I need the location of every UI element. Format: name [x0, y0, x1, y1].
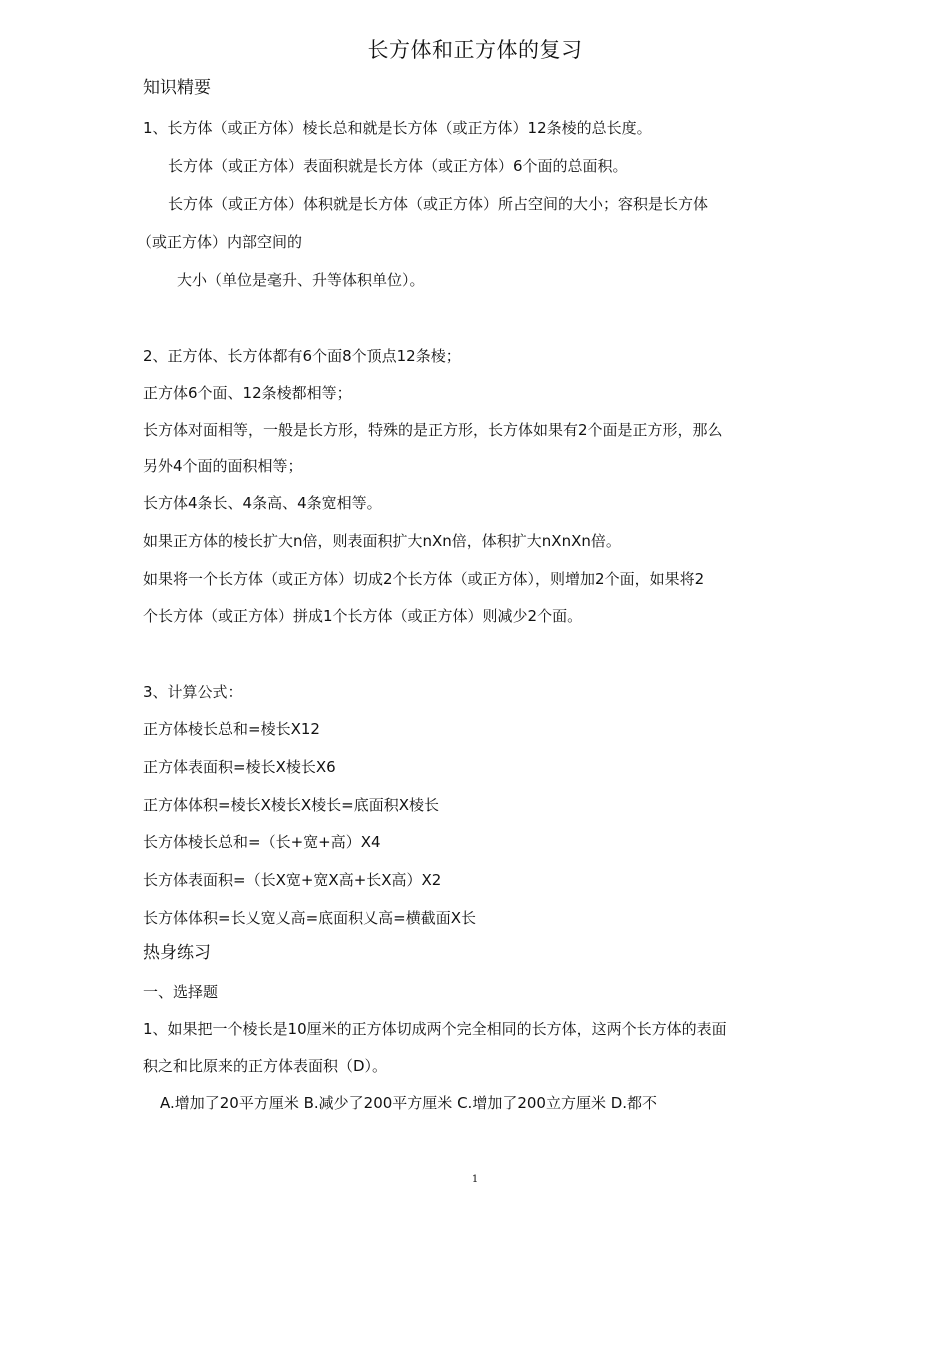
paragraph-line: 如果正方体的棱长扩大n倍，则表面积扩大nXn倍，体积扩大nXnXn倍。 — [143, 532, 621, 550]
section-heading-warmup: 热身练习 — [143, 943, 211, 963]
subheading-choice: 一、选择题 — [143, 983, 219, 1001]
paragraph-line: 个长方体（或正方体）拼成1个长方体（或正方体）则减少2个面。 — [143, 607, 583, 625]
paragraph-line: 另外4个面的面积相等； — [143, 457, 303, 475]
formula-line: 正方体体积=棱长X棱长X棱长=底面积X棱长 — [143, 796, 439, 814]
question-line: 1、如果把一个棱长是10厘米的正方体切成两个完全相同的长方体，这两个长方体的表面 — [143, 1020, 727, 1038]
paragraph-line: 如果将一个长方体（或正方体）切成2个长方体（或正方体），则增加2个面，如果将2 — [143, 570, 705, 588]
paragraph-line: 长方体对面相等，一般是长方形，特殊的是正方形，长方体如果有2个面是正方形，那么 — [143, 421, 723, 439]
document-title: 长方体和正方体的复习 — [367, 38, 583, 62]
formula-line: 正方体棱长总和=棱长X12 — [143, 720, 320, 738]
paragraph-line: 大小（单位是毫升、升等体积单位）。 — [177, 271, 425, 289]
paragraph-line: 长方体（或正方体）表面积就是长方体（或正方体）6个面的总面积。 — [168, 157, 628, 175]
page-number: 1 — [471, 1174, 479, 1185]
formula-line: 长方体棱长总和=（长+宽+高）X4 — [143, 833, 381, 851]
paragraph-line: （或正方体）内部空间的 — [137, 233, 303, 251]
paragraph-line: 长方体（或正方体）体积就是长方体（或正方体）所占空间的大小；容积是长方体 — [168, 195, 709, 213]
formula-line: 长方体体积=长乂宽乂高=底面积乂高=横截面X长 — [143, 909, 476, 927]
section-heading-knowledge: 知识精要 — [143, 78, 211, 98]
question-line: 积之和比原来的正方体表面积（D）。 — [143, 1057, 388, 1075]
question-options: A.增加了20平方厘米 B.减少了200平方厘米 C.增加了200立方厘米 D.都不 — [160, 1094, 658, 1112]
formula-line: 正方体表面积=棱长X棱长X6 — [143, 758, 336, 776]
formula-line: 长方体表面积=（长X宽+宽X高+长X高）X2 — [143, 871, 442, 889]
paragraph-line: 1、长方体（或正方体）棱长总和就是长方体（或正方体）12条棱的总长度。 — [143, 119, 652, 137]
paragraph-line: 2、正方体、长方体都有6个面8个顶点12条棱； — [143, 347, 461, 365]
paragraph-line: 长方体4条长、4条高、4条宽相等。 — [143, 494, 382, 512]
paragraph-line: 3、计算公式： — [143, 683, 243, 701]
paragraph-line: 正方体6个面、12条棱都相等； — [143, 384, 352, 402]
